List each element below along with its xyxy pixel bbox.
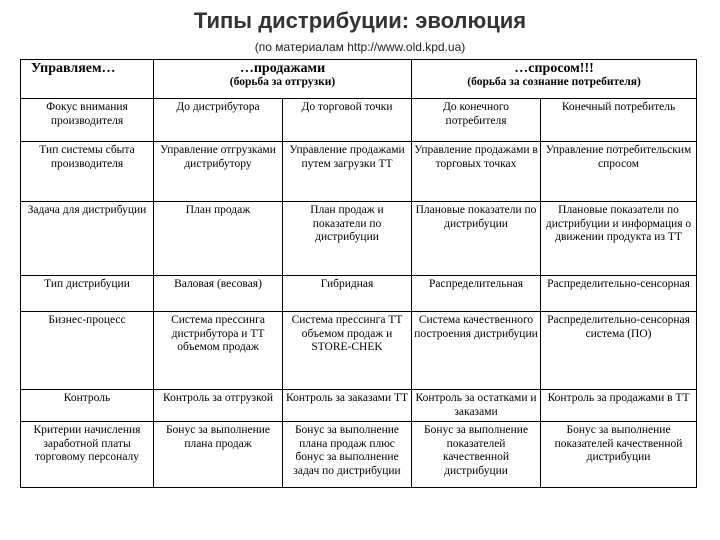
header-manage: Управляем… (21, 60, 154, 99)
row-label: Бизнес-процесс (21, 312, 154, 390)
cell: Бонус за выполнение показателей качественной дистрибуции (541, 422, 697, 488)
distribution-table (20, 59, 697, 488)
cell: Конечный потребитель (541, 99, 697, 142)
cell: До торговой точки (283, 99, 412, 142)
row-label: Тип дистрибуции (21, 276, 154, 312)
header-demand-title: …спросом!!! (514, 61, 594, 76)
cell: Система прессинга дистрибутора и ТТ объемом продаж (154, 312, 283, 390)
cell: Управление потребительским спросом (541, 142, 697, 202)
cell: До конечного потребителя (412, 99, 541, 142)
cell: Система прессинга ТТ объемом продаж и STORE-CHEK (283, 312, 412, 390)
row-label: Фокус внимания производителя (21, 99, 154, 142)
table-row (21, 422, 697, 488)
page-title: Типы дистрибуции: эволюция (193, 8, 527, 33)
header-sales (154, 60, 412, 99)
cell: Бонус за выполнение показателей качественной дистрибуции (412, 422, 541, 488)
header-demand-note: (борьба за сознание потребителя) (467, 75, 641, 88)
row-label: Контроль (21, 390, 154, 422)
cell: Контроль за продажами в ТТ (541, 390, 697, 422)
table-row (21, 99, 697, 142)
row-label: Критерии начисления заработной платы торговому персоналу (21, 422, 154, 488)
table-row (21, 276, 697, 312)
header-demand (412, 60, 697, 99)
cell: Контроль за остатками и заказами (412, 390, 541, 422)
header-sales-note: (борьба за отгрузки) (229, 75, 336, 88)
cell: Плановые показатели по дистрибуции (412, 202, 541, 276)
cell: Распределительно-сенсорная (541, 276, 697, 312)
cell: Контроль за заказами ТТ (283, 390, 412, 422)
cell: До дистрибутора (154, 99, 283, 142)
header-sales-title: …продажами (239, 61, 326, 76)
cell: Бонус за выполнение плана продаж (154, 422, 283, 488)
cell: Гибридная (283, 276, 412, 312)
table-row (21, 312, 697, 390)
cell: Управление продажами в торговых точках (412, 142, 541, 202)
table-row (21, 390, 697, 422)
cell: Управление отгрузками дистрибутору (154, 142, 283, 202)
page-subtitle: (по материалам http://www.old.kpd.ua) (254, 40, 466, 54)
table-row (21, 202, 697, 276)
cell: Распределительная (412, 276, 541, 312)
header-row (21, 60, 697, 99)
cell: Бонус за выполнение плана продаж плюс бонус за выполнение задач по дистрибуции (283, 422, 412, 488)
cell: Система качественного построения дистрибуции (412, 312, 541, 390)
row-label: Задача для дистрибуции (21, 202, 154, 276)
cell: План продаж (154, 202, 283, 276)
cell: Распределительно-сенсорная система (ПО) (541, 312, 697, 390)
cell: Управление продажами путем загрузки ТТ (283, 142, 412, 202)
cell: План продаж и показатели по дистрибуции (283, 202, 412, 276)
cell: Контроль за отгрузкой (154, 390, 283, 422)
cell: Плановые показатели по дистрибуции и информация о движении продукта из ТТ (541, 202, 697, 276)
table-row (21, 142, 697, 202)
cell: Валовая (весовая) (154, 276, 283, 312)
row-label: Тип системы сбыта производителя (21, 142, 154, 202)
